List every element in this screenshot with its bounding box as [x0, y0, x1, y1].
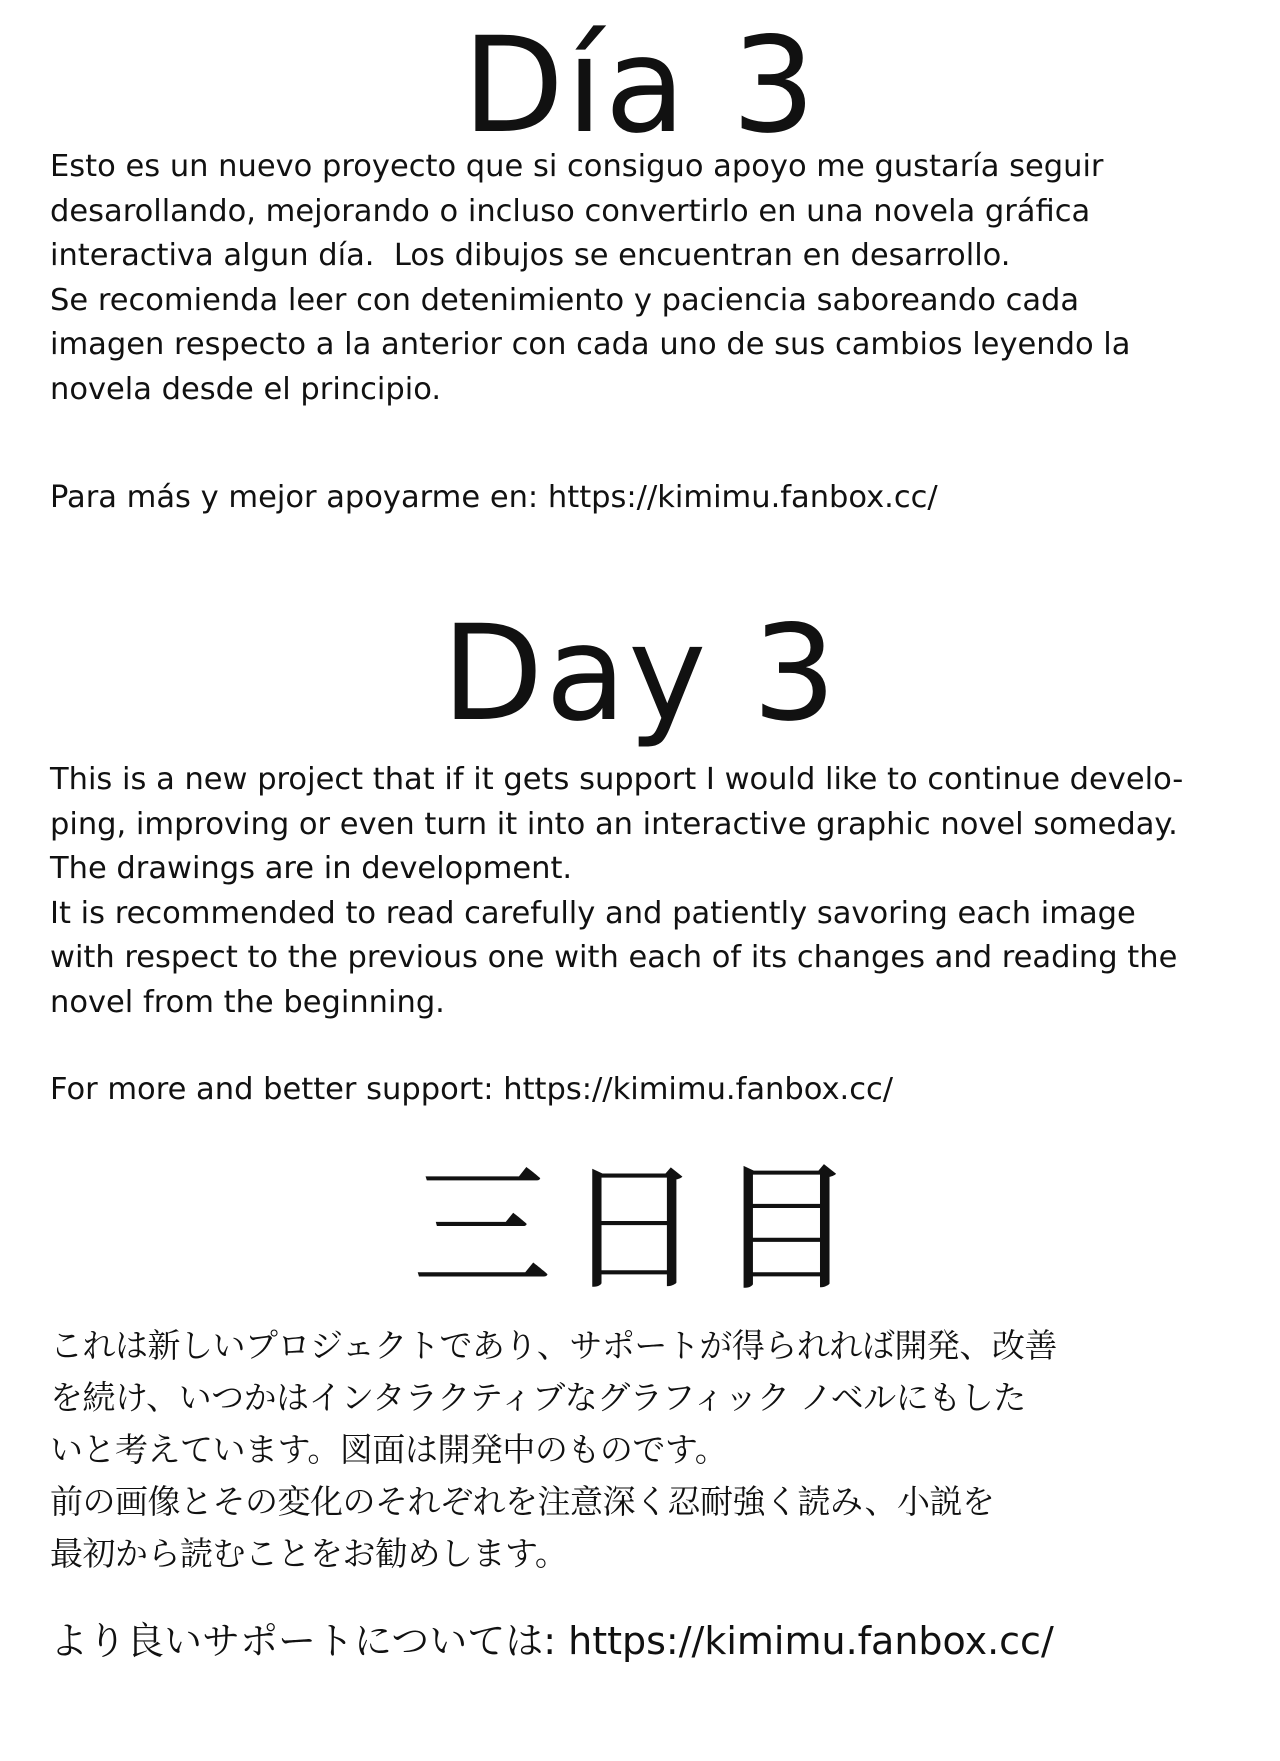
japanese-section	[0, 1148, 1280, 1311]
japanese-support-text: より良いサポートについては: https://kimimu.fanbox.cc/	[50, 1619, 1054, 1663]
english-title: Day 3	[441, 597, 839, 751]
english-section	[0, 597, 1280, 751]
spanish-section	[0, 9, 1280, 163]
spanish-title: Día 3	[462, 9, 818, 163]
japanese-title: 三日目	[411, 1148, 868, 1311]
spanish-body: Esto es un nuevo proyecto que si consiguo apoyo me gustaría seguir desarollando, mejorando o incluso convertirlo en una novela gráfica interactiva algun día. Los dibujos se encuentran en desarrollo. Se recomienda leer con detenimiento y paciencia saboreando cada imagen respecto a la anterior con cada uno de sus cambios leyendo la novela desde el principio.	[50, 149, 1131, 407]
spanish-support-text: Para más y mejor apoyarme en: https://kimimu.fanbox.cc/	[50, 480, 938, 515]
english-support-text: For more and better support: https://kimimu.fanbox.cc/	[50, 1072, 894, 1107]
english-body: This is a new project that if it gets support I would like to continue develo- ping, improving or even turn it into an interactive graphic novel someday. The drawings are in development. It is recommended to read carefully and patiently savoring each image with respect to the previous one with each of its changes and reading the novel from the beginning.	[50, 762, 1184, 1020]
japanese-body: これは新しいプロジェクトであり、サポートが得られれば開発、改善 を続け、いつかはインタラクティブなグラフィック ノベルにもした いと考えています。図面は開発中のものです。 前の画像とその変化のそれぞれを注意深く忍耐強く読み、小説を 最初から読むことをお勧めします。	[50, 1326, 1057, 1573]
